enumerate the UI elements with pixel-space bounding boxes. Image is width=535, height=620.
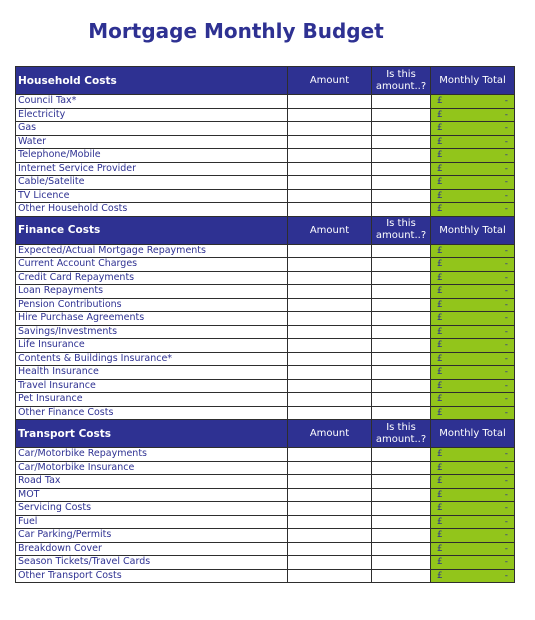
currency-symbol: £ bbox=[437, 503, 443, 514]
monthly-total-value: - bbox=[504, 462, 508, 473]
table-row bbox=[16, 285, 515, 299]
amount-cell[interactable] bbox=[288, 529, 372, 543]
table-row bbox=[16, 298, 515, 312]
section-header bbox=[16, 216, 515, 244]
monthly-total-cell bbox=[431, 108, 515, 122]
amount-cell[interactable] bbox=[288, 542, 372, 556]
table-row bbox=[16, 569, 515, 583]
cost-item-label: Season Tickets/Travel Cards bbox=[16, 556, 288, 570]
currency-symbol: £ bbox=[437, 543, 443, 554]
monthly-total-cell bbox=[431, 542, 515, 556]
amount-column-header: Amount bbox=[288, 420, 372, 448]
currency-symbol: £ bbox=[437, 570, 443, 581]
monthly-total-value: - bbox=[504, 326, 508, 337]
cost-item-label: Other Household Costs bbox=[16, 203, 288, 217]
monthly-total-value: - bbox=[504, 96, 508, 107]
monthly-total-cell bbox=[431, 556, 515, 570]
table-row bbox=[16, 244, 515, 258]
table-row bbox=[16, 258, 515, 272]
monthly-total-cell bbox=[431, 406, 515, 420]
monthly-total-cell bbox=[431, 149, 515, 163]
monthly-total-value: - bbox=[504, 380, 508, 391]
currency-symbol: £ bbox=[437, 313, 443, 324]
monthly-total-cell bbox=[431, 366, 515, 380]
section-heading: Household Costs bbox=[16, 67, 288, 95]
amount-cell[interactable] bbox=[288, 244, 372, 258]
currency-symbol: £ bbox=[437, 204, 443, 215]
currency-symbol: £ bbox=[437, 299, 443, 310]
currency-symbol: £ bbox=[437, 272, 443, 283]
cost-item-label: Savings/Investments bbox=[16, 325, 288, 339]
cost-item-label: Car/Motorbike Insurance bbox=[16, 461, 288, 475]
amount-cell[interactable] bbox=[288, 502, 372, 516]
amount-cell[interactable] bbox=[288, 95, 372, 109]
monthly-total-value: - bbox=[504, 163, 508, 174]
is-this-amount-cell[interactable] bbox=[372, 339, 431, 353]
monthly-total-value: - bbox=[504, 367, 508, 378]
cost-item-label: Travel Insurance bbox=[16, 379, 288, 393]
monthly-total-cell bbox=[431, 122, 515, 136]
currency-symbol: £ bbox=[437, 380, 443, 391]
cost-item-label: Council Tax* bbox=[16, 95, 288, 109]
section-heading: Finance Costs bbox=[16, 216, 288, 244]
cost-item-label: Pension Contributions bbox=[16, 298, 288, 312]
table-row bbox=[16, 461, 515, 475]
monthly-total-cell bbox=[431, 176, 515, 190]
currency-symbol: £ bbox=[437, 394, 443, 405]
currency-symbol: £ bbox=[437, 109, 443, 120]
amount-cell[interactable] bbox=[288, 339, 372, 353]
is-this-amount-column-header: Is this amount..? bbox=[372, 216, 431, 244]
monthly-total-cell bbox=[431, 339, 515, 353]
amount-cell[interactable] bbox=[288, 393, 372, 407]
is-this-amount-column-header: Is this amount..? bbox=[372, 67, 431, 95]
table-row bbox=[16, 379, 515, 393]
amount-cell[interactable] bbox=[288, 135, 372, 149]
amount-cell[interactable] bbox=[288, 515, 372, 529]
amount-cell[interactable] bbox=[288, 203, 372, 217]
amount-cell[interactable] bbox=[288, 285, 372, 299]
table-row bbox=[16, 312, 515, 326]
cost-item-label: Life Insurance bbox=[16, 339, 288, 353]
monthly-total-value: - bbox=[504, 109, 508, 120]
monthly-total-value: - bbox=[504, 204, 508, 215]
monthly-total-column-header: Monthly Total bbox=[431, 420, 515, 448]
monthly-total-value: - bbox=[504, 190, 508, 201]
currency-symbol: £ bbox=[437, 489, 443, 500]
is-this-amount-cell[interactable] bbox=[372, 379, 431, 393]
cost-item-label: Gas bbox=[16, 122, 288, 136]
currency-symbol: £ bbox=[437, 245, 443, 256]
monthly-total-cell bbox=[431, 189, 515, 203]
table-row bbox=[16, 108, 515, 122]
cost-item-label: Hire Purchase Agreements bbox=[16, 312, 288, 326]
monthly-total-value: - bbox=[504, 449, 508, 460]
cost-item-label: Servicing Costs bbox=[16, 502, 288, 516]
cost-item-label: Breakdown Cover bbox=[16, 542, 288, 556]
amount-cell[interactable] bbox=[288, 475, 372, 489]
monthly-total-value: - bbox=[504, 299, 508, 310]
cost-item-label: Other Finance Costs bbox=[16, 406, 288, 420]
currency-symbol: £ bbox=[437, 190, 443, 201]
is-this-amount-cell[interactable] bbox=[372, 488, 431, 502]
is-this-amount-cell[interactable] bbox=[372, 244, 431, 258]
is-this-amount-cell[interactable] bbox=[372, 366, 431, 380]
monthly-total-cell bbox=[431, 448, 515, 462]
cost-item-label: Internet Service Provider bbox=[16, 162, 288, 176]
table-row bbox=[16, 542, 515, 556]
table-row bbox=[16, 203, 515, 217]
page-title: Mortgage Monthly Budget bbox=[88, 19, 384, 43]
is-this-amount-cell[interactable] bbox=[372, 515, 431, 529]
cost-item-label: Contents & Buildings Insurance* bbox=[16, 352, 288, 366]
is-this-amount-cell[interactable] bbox=[372, 352, 431, 366]
amount-cell[interactable] bbox=[288, 298, 372, 312]
currency-symbol: £ bbox=[437, 326, 443, 337]
is-this-amount-cell[interactable] bbox=[372, 312, 431, 326]
is-this-amount-cell[interactable] bbox=[372, 569, 431, 583]
cost-item-label: Fuel bbox=[16, 515, 288, 529]
monthly-total-cell bbox=[431, 502, 515, 516]
monthly-total-value: - bbox=[504, 476, 508, 487]
is-this-amount-cell[interactable] bbox=[372, 135, 431, 149]
monthly-total-cell bbox=[431, 569, 515, 583]
is-this-amount-cell[interactable] bbox=[372, 406, 431, 420]
table-row bbox=[16, 448, 515, 462]
monthly-total-cell bbox=[431, 379, 515, 393]
monthly-total-value: - bbox=[504, 543, 508, 554]
amount-cell[interactable] bbox=[288, 569, 372, 583]
amount-column-header: Amount bbox=[288, 67, 372, 95]
section-header bbox=[16, 67, 515, 95]
monthly-total-value: - bbox=[504, 503, 508, 514]
is-this-amount-cell[interactable] bbox=[372, 271, 431, 285]
cost-item-label: Expected/Actual Mortgage Repayments bbox=[16, 244, 288, 258]
amount-cell[interactable] bbox=[288, 149, 372, 163]
monthly-total-value: - bbox=[504, 489, 508, 500]
cost-item-label: Telephone/Mobile bbox=[16, 149, 288, 163]
is-this-amount-cell[interactable] bbox=[372, 325, 431, 339]
amount-cell[interactable] bbox=[288, 162, 372, 176]
amount-cell[interactable] bbox=[288, 379, 372, 393]
is-this-amount-cell[interactable] bbox=[372, 95, 431, 109]
table-row bbox=[16, 529, 515, 543]
monthly-total-cell bbox=[431, 271, 515, 285]
amount-cell[interactable] bbox=[288, 461, 372, 475]
monthly-total-value: - bbox=[504, 177, 508, 188]
currency-symbol: £ bbox=[437, 177, 443, 188]
currency-symbol: £ bbox=[437, 367, 443, 378]
amount-cell[interactable] bbox=[288, 108, 372, 122]
currency-symbol: £ bbox=[437, 516, 443, 527]
cost-item-label: Water bbox=[16, 135, 288, 149]
monthly-total-cell bbox=[431, 258, 515, 272]
monthly-total-value: - bbox=[504, 272, 508, 283]
table-row bbox=[16, 406, 515, 420]
amount-cell[interactable] bbox=[288, 312, 372, 326]
amount-cell[interactable] bbox=[288, 556, 372, 570]
table-row bbox=[16, 271, 515, 285]
table-row bbox=[16, 162, 515, 176]
is-this-amount-cell[interactable] bbox=[372, 176, 431, 190]
monthly-total-cell bbox=[431, 488, 515, 502]
monthly-total-value: - bbox=[504, 407, 508, 418]
currency-symbol: £ bbox=[437, 150, 443, 161]
monthly-total-cell bbox=[431, 352, 515, 366]
cost-item-label: Car/Motorbike Repayments bbox=[16, 448, 288, 462]
monthly-total-cell bbox=[431, 285, 515, 299]
amount-cell[interactable] bbox=[288, 271, 372, 285]
monthly-total-cell bbox=[431, 325, 515, 339]
monthly-total-value: - bbox=[504, 570, 508, 581]
amount-cell[interactable] bbox=[288, 366, 372, 380]
monthly-total-value: - bbox=[504, 530, 508, 541]
cost-item-label: Credit Card Repayments bbox=[16, 271, 288, 285]
currency-symbol: £ bbox=[437, 259, 443, 270]
section-header bbox=[16, 420, 515, 448]
table-row bbox=[16, 149, 515, 163]
currency-symbol: £ bbox=[437, 286, 443, 297]
table-row bbox=[16, 189, 515, 203]
is-this-amount-cell[interactable] bbox=[372, 542, 431, 556]
currency-symbol: £ bbox=[437, 136, 443, 147]
amount-column-header: Amount bbox=[288, 216, 372, 244]
monthly-total-value: - bbox=[504, 150, 508, 161]
amount-cell[interactable] bbox=[288, 406, 372, 420]
monthly-total-column-header: Monthly Total bbox=[431, 67, 515, 95]
currency-symbol: £ bbox=[437, 407, 443, 418]
cost-item-label: Electricity bbox=[16, 108, 288, 122]
cost-item-label: Other Transport Costs bbox=[16, 569, 288, 583]
amount-cell[interactable] bbox=[288, 325, 372, 339]
is-this-amount-cell[interactable] bbox=[372, 122, 431, 136]
amount-cell[interactable] bbox=[288, 488, 372, 502]
currency-symbol: £ bbox=[437, 462, 443, 473]
cost-item-label: Health Insurance bbox=[16, 366, 288, 380]
cost-item-label: Pet Insurance bbox=[16, 393, 288, 407]
monthly-total-value: - bbox=[504, 353, 508, 364]
currency-symbol: £ bbox=[437, 476, 443, 487]
cost-item-label: Road Tax bbox=[16, 475, 288, 489]
monthly-total-cell bbox=[431, 162, 515, 176]
monthly-total-cell bbox=[431, 312, 515, 326]
monthly-total-cell bbox=[431, 95, 515, 109]
table-row bbox=[16, 339, 515, 353]
monthly-total-cell bbox=[431, 135, 515, 149]
monthly-total-value: - bbox=[504, 313, 508, 324]
currency-symbol: £ bbox=[437, 340, 443, 351]
is-this-amount-cell[interactable] bbox=[372, 285, 431, 299]
currency-symbol: £ bbox=[437, 353, 443, 364]
monthly-total-value: - bbox=[504, 136, 508, 147]
table-row bbox=[16, 502, 515, 516]
is-this-amount-cell[interactable] bbox=[372, 556, 431, 570]
monthly-total-value: - bbox=[504, 123, 508, 134]
table-row bbox=[16, 393, 515, 407]
monthly-total-value: - bbox=[504, 516, 508, 527]
table-row bbox=[16, 488, 515, 502]
cost-item-label: TV Licence bbox=[16, 189, 288, 203]
table-row bbox=[16, 325, 515, 339]
monthly-total-value: - bbox=[504, 245, 508, 256]
currency-symbol: £ bbox=[437, 557, 443, 568]
cost-item-label: Cable/Satelite bbox=[16, 176, 288, 190]
currency-symbol: £ bbox=[437, 530, 443, 541]
table-row bbox=[16, 515, 515, 529]
monthly-total-cell bbox=[431, 393, 515, 407]
monthly-total-value: - bbox=[504, 259, 508, 270]
cost-item-label: Car Parking/Permits bbox=[16, 529, 288, 543]
table-row bbox=[16, 95, 515, 109]
currency-symbol: £ bbox=[437, 96, 443, 107]
amount-cell[interactable] bbox=[288, 352, 372, 366]
currency-symbol: £ bbox=[437, 123, 443, 134]
is-this-amount-cell[interactable] bbox=[372, 149, 431, 163]
is-this-amount-column-header: Is this amount..? bbox=[372, 420, 431, 448]
section-heading: Transport Costs bbox=[16, 420, 288, 448]
monthly-total-cell bbox=[431, 203, 515, 217]
table-row bbox=[16, 176, 515, 190]
is-this-amount-cell[interactable] bbox=[372, 461, 431, 475]
monthly-total-column-header: Monthly Total bbox=[431, 216, 515, 244]
table-row bbox=[16, 122, 515, 136]
is-this-amount-cell[interactable] bbox=[372, 298, 431, 312]
table-row bbox=[16, 366, 515, 380]
cost-item-label: Current Account Charges bbox=[16, 258, 288, 272]
monthly-total-cell bbox=[431, 298, 515, 312]
is-this-amount-cell[interactable] bbox=[372, 189, 431, 203]
table-row bbox=[16, 556, 515, 570]
monthly-total-cell bbox=[431, 461, 515, 475]
monthly-total-value: - bbox=[504, 394, 508, 405]
monthly-total-value: - bbox=[504, 340, 508, 351]
is-this-amount-cell[interactable] bbox=[372, 529, 431, 543]
budget-table bbox=[15, 66, 515, 583]
table-row bbox=[16, 352, 515, 366]
monthly-total-value: - bbox=[504, 286, 508, 297]
amount-cell[interactable] bbox=[288, 122, 372, 136]
currency-symbol: £ bbox=[437, 449, 443, 460]
amount-cell[interactable] bbox=[288, 189, 372, 203]
is-this-amount-cell[interactable] bbox=[372, 203, 431, 217]
monthly-total-value: - bbox=[504, 557, 508, 568]
monthly-total-cell bbox=[431, 475, 515, 489]
monthly-total-cell bbox=[431, 529, 515, 543]
monthly-total-cell bbox=[431, 515, 515, 529]
monthly-total-cell bbox=[431, 244, 515, 258]
table-row bbox=[16, 475, 515, 489]
is-this-amount-cell[interactable] bbox=[372, 448, 431, 462]
is-this-amount-cell[interactable] bbox=[372, 258, 431, 272]
is-this-amount-cell[interactable] bbox=[372, 162, 431, 176]
amount-cell[interactable] bbox=[288, 176, 372, 190]
amount-cell[interactable] bbox=[288, 448, 372, 462]
table-row bbox=[16, 135, 515, 149]
cost-item-label: MOT bbox=[16, 488, 288, 502]
is-this-amount-cell[interactable] bbox=[372, 475, 431, 489]
is-this-amount-cell[interactable] bbox=[372, 393, 431, 407]
currency-symbol: £ bbox=[437, 163, 443, 174]
is-this-amount-cell[interactable] bbox=[372, 108, 431, 122]
cost-item-label: Loan Repayments bbox=[16, 285, 288, 299]
amount-cell[interactable] bbox=[288, 258, 372, 272]
is-this-amount-cell[interactable] bbox=[372, 502, 431, 516]
